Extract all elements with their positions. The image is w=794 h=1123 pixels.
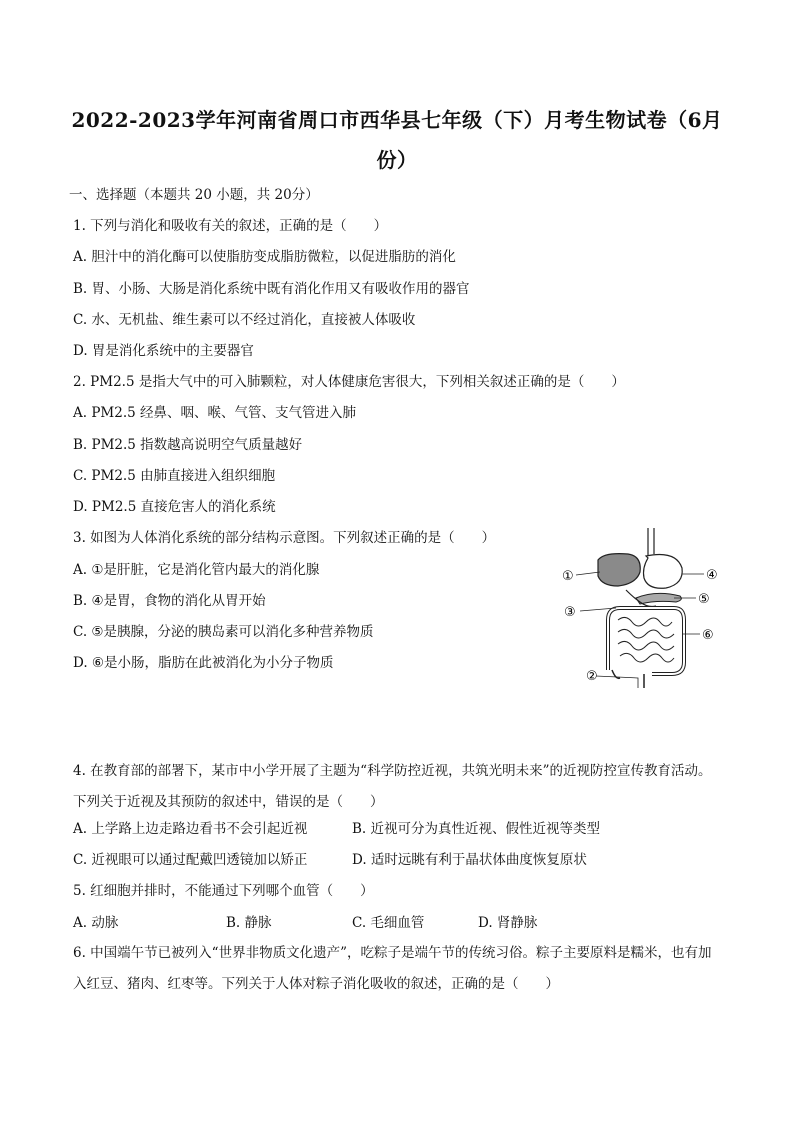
question-6-stem: 6. 中国端午节已被列入“世界非物质文化遗产”，吃粽子是端午节的传统习俗。粽子主要原料是糯米，也有加入红豆、猪肉、红枣等。下列关于人体对粽子消化吸收的叙述，正确的是（ ） (73, 945, 712, 992)
section-heading: 一、选择题（本题共 20 小题，共 20分） (69, 187, 319, 203)
digestive-system-figure (556, 528, 736, 688)
question-5-option-d: D. 肾静脉 (478, 915, 538, 931)
question-4-option-d: D. 适时远眺有利于晶状体曲度恢复原状 (352, 852, 587, 868)
label-2: ② (586, 669, 598, 684)
question-3-option-b: B. ④是胃，食物的消化从胃开始 (73, 593, 266, 609)
question-3-stem: 3. 如图为人体消化系统的部分结构示意图。下列叙述正确的是（ ） (73, 530, 496, 546)
question-4-stem: 4. 在教育部的部署下，某市中小学开展了主题为“科学防控近视，共筑光明未来”的近视防控宣传教育活动。下列关于近视及其预防的叙述中，错误的是（ ） (73, 763, 712, 810)
question-2-option-a: A. PM2.5 经鼻、咽、喉、气管、支气管进入肺 (73, 405, 356, 421)
question-3-option-d: D. ⑥是小肠，脂肪在此被消化为小分子物质 (73, 655, 334, 671)
question-1-option-a: A. 胆汁中的消化酶可以使脂肪变成脂肪微粒，以促进脂肪的消化 (73, 249, 456, 265)
label-6: ⑥ (702, 628, 714, 643)
question-1-option-d: D. 胃是消化系统中的主要器官 (73, 343, 254, 359)
digestive-system-diagram (556, 528, 736, 688)
question-4-option-c: C. 近视眼可以通过配戴凹透镜加以矫正 (73, 852, 308, 868)
question-1-stem: 1. 下列与消化和吸收有关的叙述，正确的是（ ） (73, 218, 388, 234)
question-2-option-b: B. PM2.5 指数越高说明空气质量越好 (73, 437, 303, 453)
question-4-option-a: A. 上学路上边走路边看书不会引起近视 (73, 821, 308, 837)
question-2-stem: 2. PM2.5 是指大气中的可入肺颗粒，对人体健康危害很大，下列相关叙述正确的是（ ） (73, 374, 625, 390)
question-5-stem: 5. 红细胞并排时，不能通过下列哪个血管（ ） (73, 883, 374, 899)
label-1: ① (562, 569, 574, 584)
label-5: ⑤ (698, 592, 710, 607)
question-2-option-d: D. PM2.5 直接危害人的消化系统 (73, 499, 276, 515)
question-1-option-c: C. 水、无机盐、维生素可以不经过消化，直接被人体吸收 (73, 312, 416, 328)
exam-title: 2022-2023学年河南省周口市西华县七年级（下）月考生物试卷（6月份） (71, 108, 723, 172)
label-4: ④ (706, 568, 718, 583)
question-1-option-b: B. 胃、小肠、大肠是消化系统中既有消化作用又有吸收作用的器官 (73, 281, 470, 297)
question-3-option-c: C. ⑤是胰腺，分泌的胰岛素可以消化多种营养物质 (73, 624, 374, 640)
question-3-option-a: A. ①是肝脏，它是消化管内最大的消化腺 (73, 562, 320, 578)
question-2-option-c: C. PM2.5 由肺直接进入组织细胞 (73, 468, 276, 484)
label-3: ③ (564, 605, 576, 620)
question-5-option-b: B. 静脉 (226, 915, 272, 931)
question-5-option-c: C. 毛细血管 (352, 915, 425, 931)
question-5-option-a: A. 动脉 (73, 915, 119, 931)
question-4-option-b: B. 近视可分为真性近视、假性近视等类型 (352, 821, 601, 837)
